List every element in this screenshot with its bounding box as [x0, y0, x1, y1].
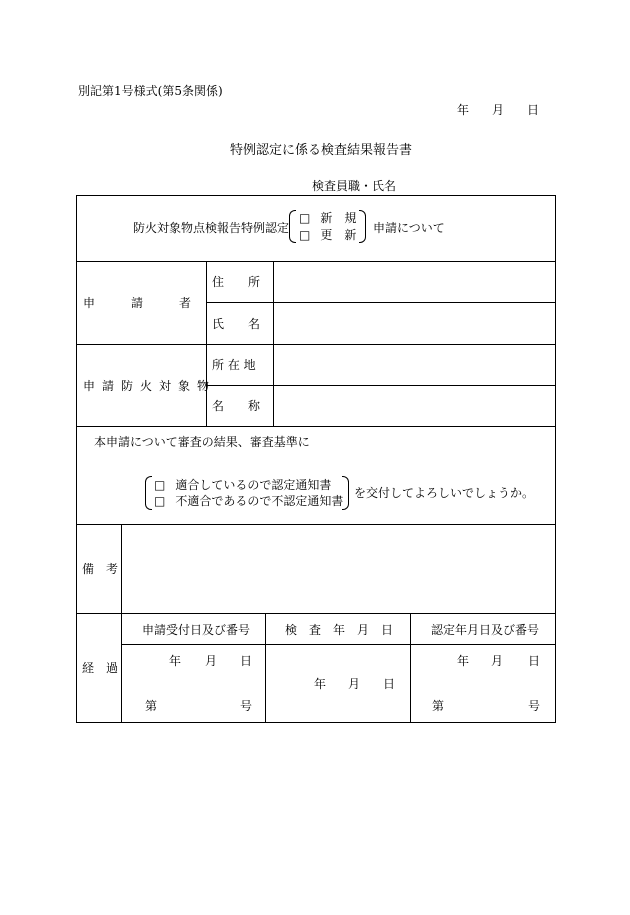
subject-option-new — [299, 212, 356, 224]
application-go: 号 — [240, 699, 253, 713]
designation-label: 名 称 — [212, 399, 261, 413]
remarks-label: 備 考 — [82, 562, 119, 576]
document-title: 特例認定に係る検査結果報告書 — [230, 143, 413, 158]
name-label: 氏 名 — [212, 317, 261, 331]
checkbox-fail[interactable]: □ — [154, 494, 166, 508]
result-intro: 本申請について審査の結果、審査基準に — [94, 435, 310, 449]
col-header-application-date: 申請受付日及び番号 — [142, 623, 251, 637]
row-divider — [76, 261, 556, 262]
checkbox-pass[interactable]: □ — [154, 478, 166, 492]
option-fail-label: 不適合であるので不認定通知書 — [175, 494, 344, 508]
certification-year: 年 — [457, 654, 470, 668]
result-option-fail — [154, 495, 343, 507]
checkbox-renew[interactable]: □ — [299, 228, 311, 242]
result-bracket-right — [342, 476, 349, 510]
result-bracket-left — [145, 476, 152, 510]
subject-option-renew — [299, 229, 356, 241]
row-divider — [76, 426, 556, 427]
column-divider — [265, 613, 266, 722]
inspection-form-table — [76, 195, 556, 723]
form-number: 別記第1号様式(第5条関係) — [78, 84, 223, 98]
column-divider — [121, 524, 122, 722]
inspection-day: 日 — [383, 677, 396, 691]
header-date-year: 年 — [457, 103, 470, 117]
application-day: 日 — [240, 654, 253, 668]
table-border-bottom — [76, 722, 556, 723]
table-border-top — [76, 195, 556, 196]
row-divider — [206, 302, 556, 303]
subject-bracket-left — [289, 210, 296, 243]
certification-month: 月 — [491, 654, 504, 668]
header-date-month: 月 — [492, 103, 505, 117]
option-renew-label: 更 新 — [320, 228, 357, 242]
column-divider — [206, 261, 207, 426]
col-header-certification-date: 認定年月日及び番号 — [431, 623, 540, 637]
inspection-month: 月 — [348, 677, 361, 691]
application-dai: 第 — [145, 699, 158, 713]
target-label: 申請防火対象物 — [83, 379, 217, 393]
subject-bracket-right — [359, 210, 366, 243]
row-divider — [76, 344, 556, 345]
certification-go: 号 — [528, 699, 541, 713]
inspection-year: 年 — [314, 677, 327, 691]
result-suffix: を交付してよろしいでしょうか。 — [354, 486, 535, 500]
application-month: 月 — [205, 654, 218, 668]
checkbox-new[interactable]: □ — [299, 211, 311, 225]
option-new-label: 新 規 — [320, 211, 357, 225]
inspector-label: 検査員職・氏名 — [312, 179, 397, 193]
table-border-left — [76, 195, 77, 723]
address-label: 住 所 — [212, 275, 261, 289]
column-divider — [410, 613, 411, 722]
application-year: 年 — [169, 654, 182, 668]
col-header-inspection-date: 検 査 年 月 日 — [285, 623, 394, 637]
certification-dai: 第 — [432, 699, 445, 713]
location-label: 所 在 地 — [212, 358, 256, 372]
result-option-pass — [154, 479, 331, 491]
option-pass-label: 適合しているので認定通知書 — [175, 478, 332, 492]
certification-day: 日 — [528, 654, 541, 668]
header-date-day: 日 — [527, 103, 540, 117]
progress-label: 経 過 — [82, 661, 119, 675]
row-divider — [121, 644, 556, 645]
row-divider — [206, 385, 556, 386]
column-divider — [273, 261, 274, 426]
subject-label: 防火対象物点検報告特例認定 — [133, 221, 290, 235]
row-divider — [76, 613, 556, 614]
subject-suffix: 申請について — [373, 221, 445, 235]
row-divider — [76, 524, 556, 525]
applicant-label: 申 請 者 — [83, 296, 192, 310]
